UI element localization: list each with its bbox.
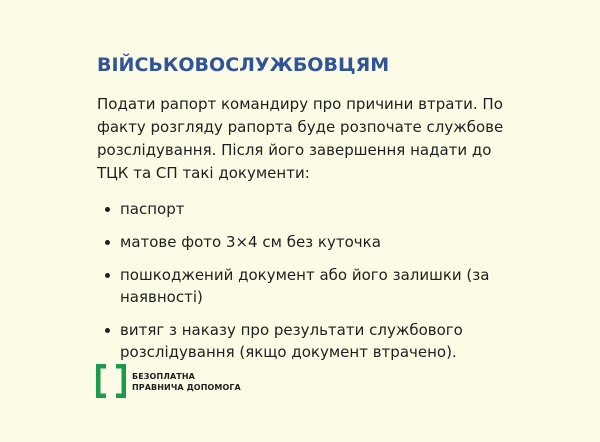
list-item-text: витяг з наказу про результати службового розслідування (якщо документ втрачено). (120, 321, 463, 361)
bullet-icon (105, 240, 110, 245)
list-item-text: матове фото 3×4 см без куточка (120, 233, 381, 251)
intro-paragraph: Подати рапорт командиру про причини втрати. По факту розгляду рапорта буде розпочате службове розслідування. Після його завершення надати до ТЦК та СП такі документи: (97, 95, 504, 182)
list-item-text: пошкоджений документ або його залишки (за наявності) (120, 266, 490, 306)
list-item (105, 198, 525, 220)
list-item-text: паспорт (120, 200, 185, 218)
logo-line-1: БЕЗОПЛАТНА (132, 372, 195, 381)
documents-list (105, 198, 525, 374)
bracket-logo-icon (96, 364, 126, 398)
bullet-icon (105, 273, 110, 278)
bullet-icon (105, 207, 110, 212)
bullet-icon (105, 328, 110, 333)
card-title: ВІЙСЬКОВОСЛУЖБОВЦЯМ (97, 54, 390, 76)
list-item (105, 231, 525, 253)
legal-aid-logo (96, 364, 276, 398)
list-item (105, 319, 525, 363)
list-item (105, 264, 525, 308)
logo-line-2: ПРАВНИЧА ДОПОМОГА (132, 383, 241, 392)
logo-text (132, 371, 241, 393)
